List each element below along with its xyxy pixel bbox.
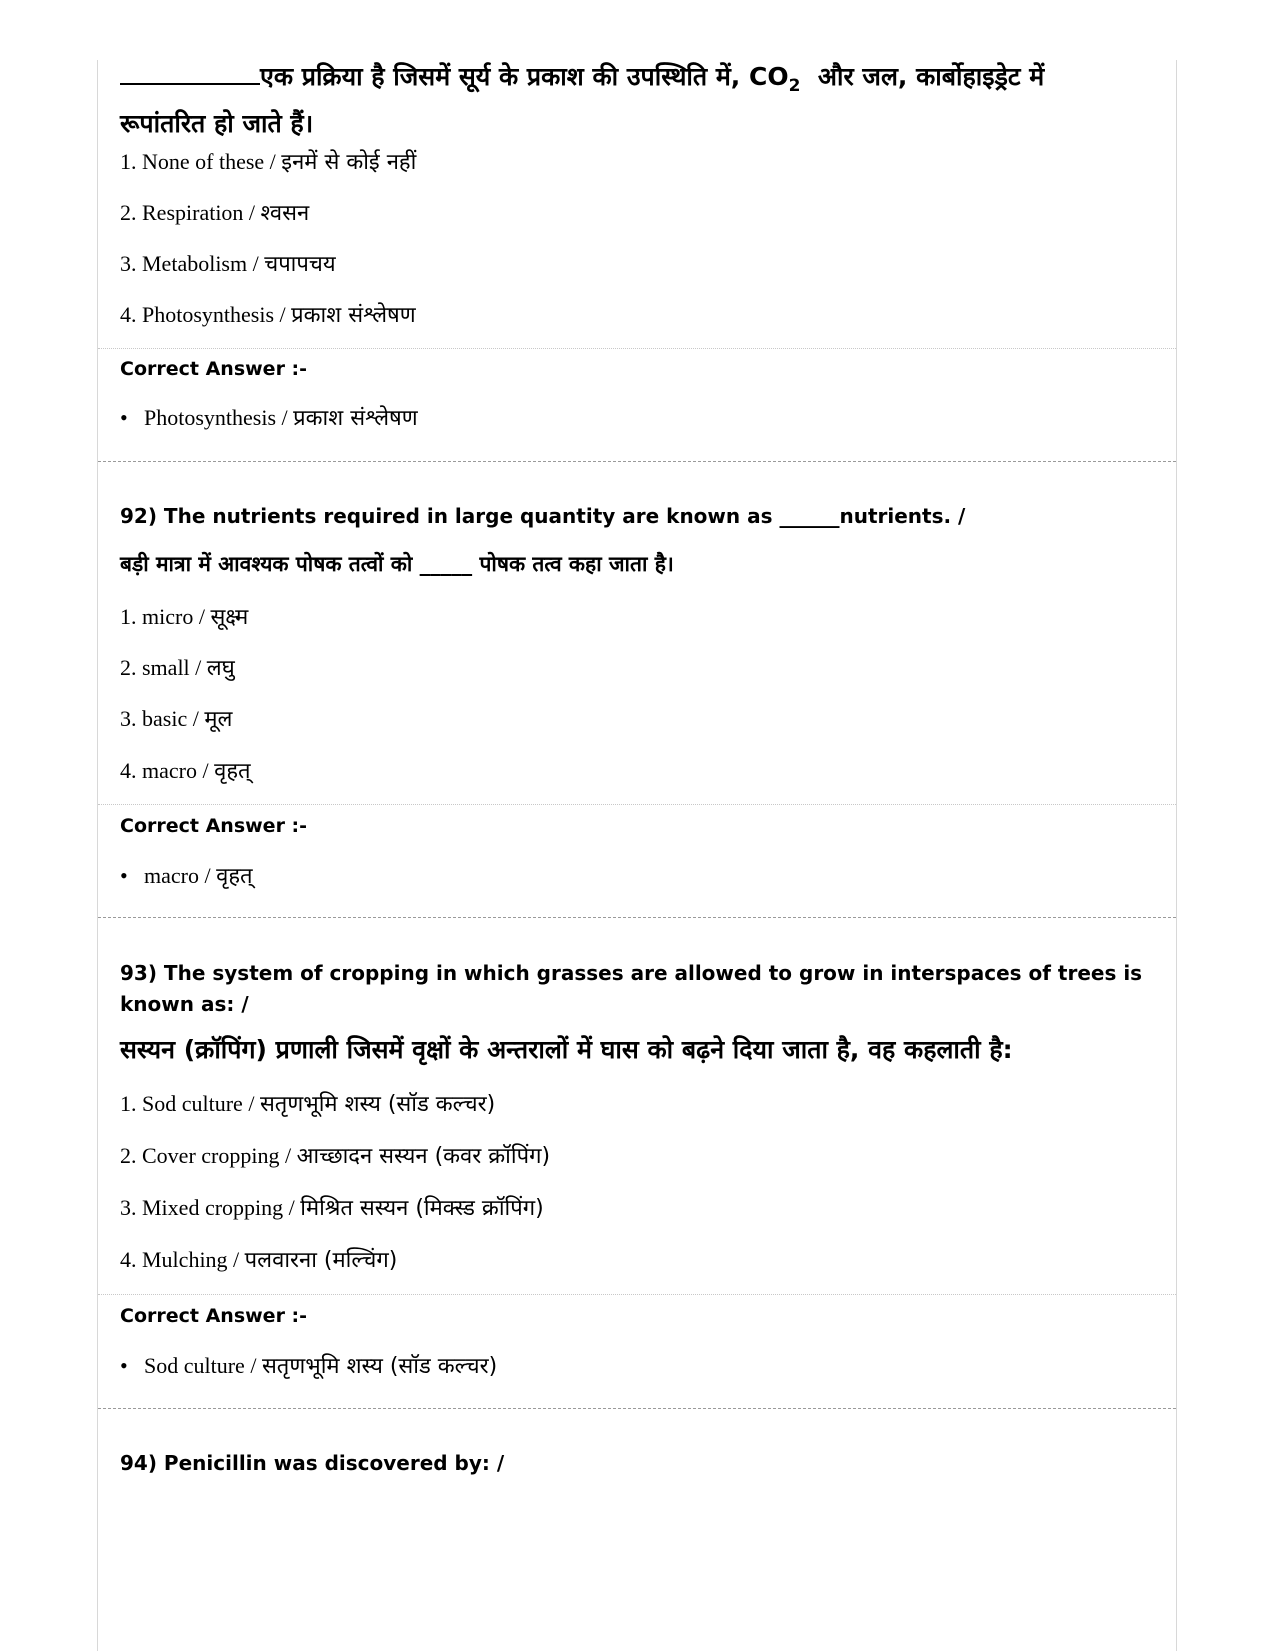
q92-option-1[interactable]: 1. micro / सूक्ष्म (120, 604, 249, 630)
q94-stem-en: 94) Penicillin was discovered by: / (120, 1451, 505, 1475)
q93-stem-en: 93) The system of cropping in which grasses are allowed to grow in interspaces of trees is known as: / (120, 961, 1143, 1016)
divider (98, 1294, 1176, 1295)
q91-option-4[interactable]: 4. Photosynthesis / प्रकाश संश्लेषण (120, 302, 416, 328)
q92-option-4[interactable]: 4. macro / वृहत् (120, 758, 251, 784)
q93-option-3[interactable]: 3. Mixed cropping / मिश्रित सस्यन (मिक्स्ड क्रॉपिंग) (120, 1195, 544, 1221)
q91-option-3[interactable]: 3. Metabolism / चपापचय (120, 251, 336, 277)
fill-blank (120, 61, 260, 85)
q91-stem-line1: एक प्रक्रिया है जिसमें सूर्य के प्रकाश की उपस्थिति में, $CO_2$ और जल, कार्बोहाइड्रेट में (120, 58, 1165, 105)
q91-correct-answer: • Photosynthesis / प्रकाश संश्लेषण (120, 405, 418, 431)
question-separator (98, 917, 1176, 918)
q92-correct-answer: • macro / वृहत् (120, 863, 253, 889)
q92-option-3[interactable]: 3. basic / मूल (120, 706, 233, 732)
q91-option-2[interactable]: 2. Respiration / श्वसन (120, 200, 310, 226)
question-separator (98, 461, 1176, 462)
q92-stem-en: 92) The nutrients required in large quantity are known as ______nutrients. / (120, 504, 966, 528)
q93-option-1[interactable]: 1. Sod culture / सतृणभूमि शस्य (सॉड कल्चर) (120, 1091, 496, 1117)
q93-option-4[interactable]: 4. Mulching / पलवारना (मल्चिंग) (120, 1247, 398, 1273)
question-separator (98, 1408, 1176, 1409)
q91-stem-line2: रूपांतरित हो जाते हैं। (120, 109, 314, 138)
q91-option-1[interactable]: 1. None of these / इनमें से कोई नहीं (120, 149, 417, 175)
q93-stem-hi: सस्यन (क्रॉपिंग) प्रणाली जिसमें वृक्षों के अन्तरालों में घास को बढ़ने दिया जाता है, वह कहलाती है: (120, 1035, 1013, 1064)
q91-stem (120, 58, 1165, 142)
q91-correct-answer-label: Correct Answer :- (120, 358, 308, 380)
divider (98, 348, 1176, 349)
q93-correct-answer-label: Correct Answer :- (120, 1305, 308, 1327)
q92-stem-hi: बड़ी मात्रा में आवश्यक पोषक तत्वों को _____ पोषक तत्व कहा जाता है। (120, 552, 674, 576)
q92-option-2[interactable]: 2. small / लघु (120, 655, 235, 681)
divider (98, 804, 1176, 805)
q92-correct-answer-label: Correct Answer :- (120, 815, 308, 837)
q93-option-2[interactable]: 2. Cover cropping / आच्छादन सस्यन (कवर क्रॉपिंग) (120, 1143, 551, 1169)
q93-correct-answer: • Sod culture / सतृणभूमि शस्य (सॉड कल्चर) (120, 1353, 498, 1379)
